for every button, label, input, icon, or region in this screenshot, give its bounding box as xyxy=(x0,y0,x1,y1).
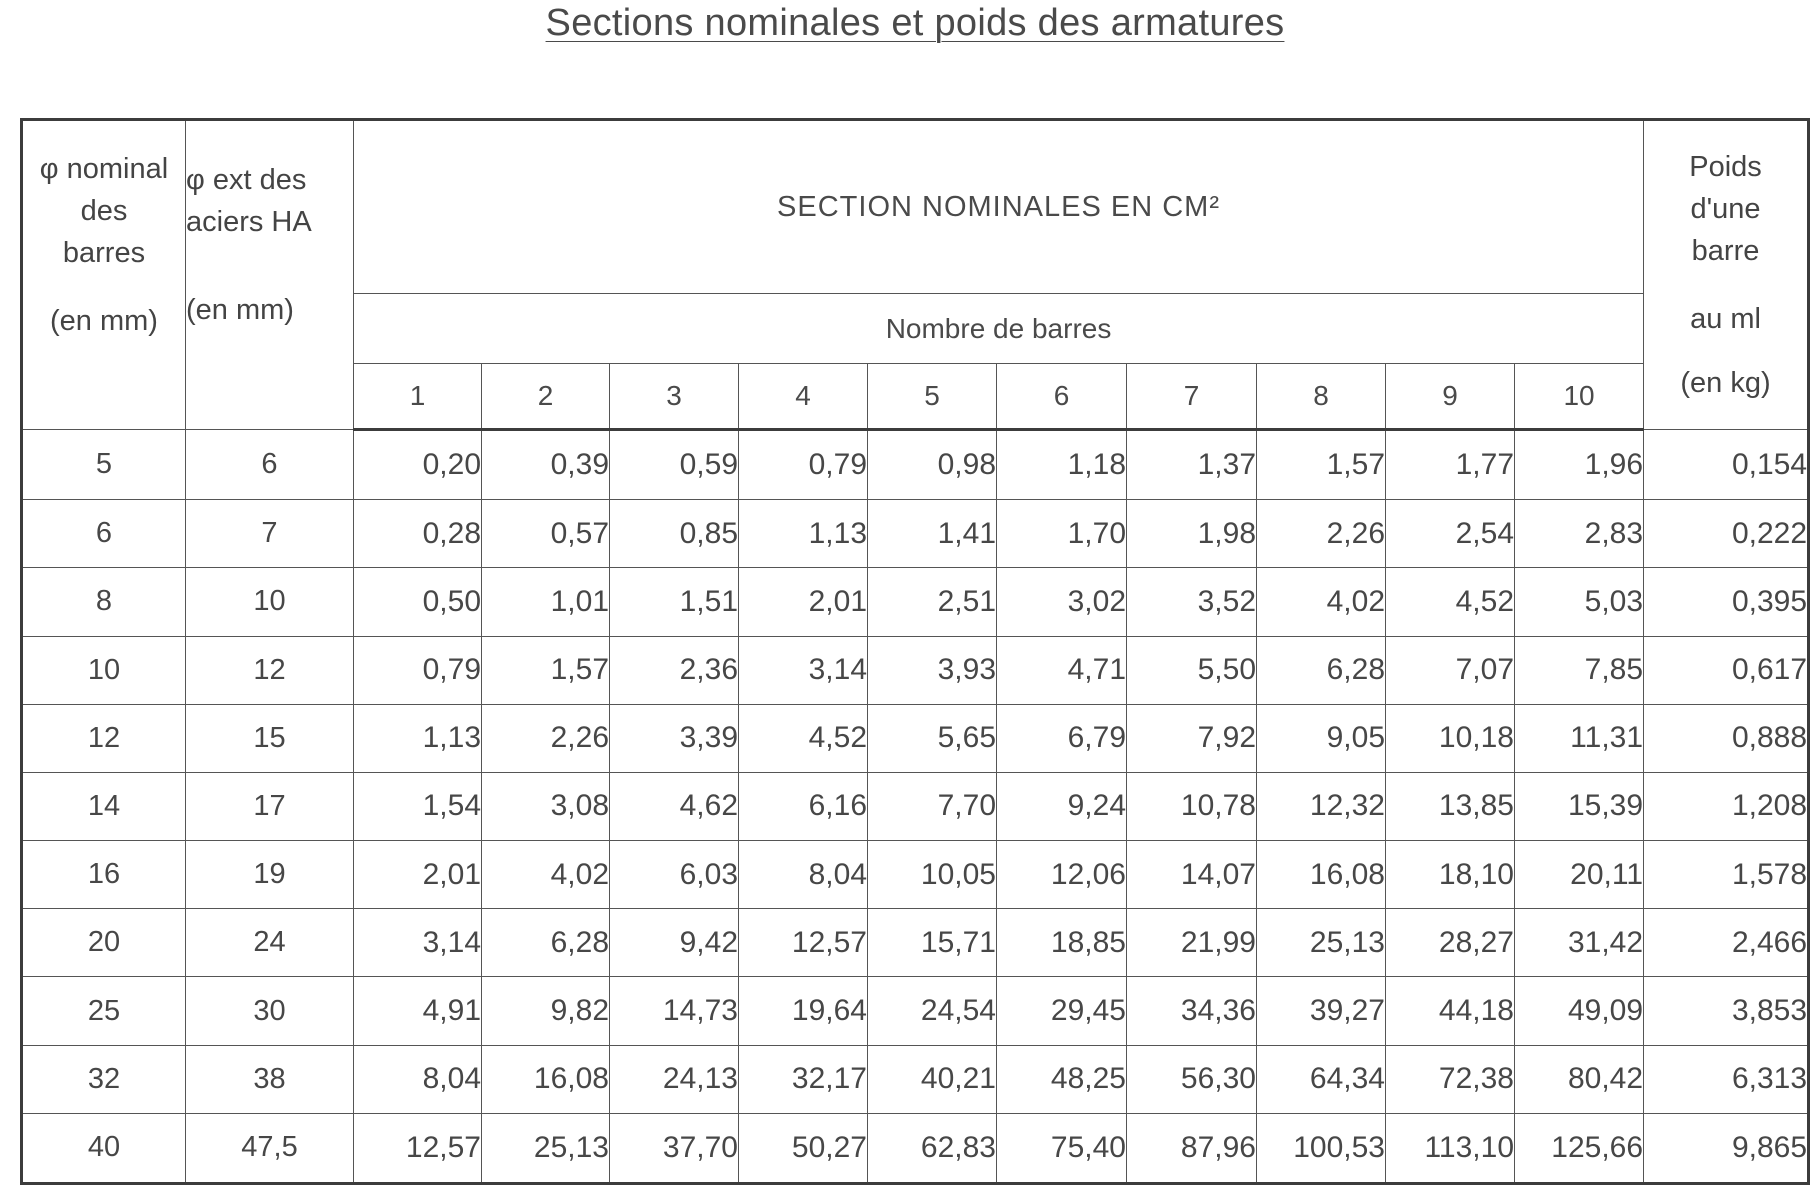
cell-section: 10,05 xyxy=(868,841,997,909)
cell-section: 1,18 xyxy=(997,430,1127,500)
cell-section: 4,91 xyxy=(354,977,482,1045)
cell-section: 9,82 xyxy=(482,977,610,1045)
cell-section: 7,70 xyxy=(868,772,997,840)
cell-nominal: 25 xyxy=(22,977,186,1045)
cell-section: 1,41 xyxy=(868,500,997,568)
header-count-1: 1 xyxy=(354,364,482,430)
cell-section: 4,52 xyxy=(739,704,868,772)
cell-weight: 0,617 xyxy=(1644,636,1809,704)
cell-ext: 10 xyxy=(186,568,354,636)
cell-section: 2,01 xyxy=(739,568,868,636)
table-row xyxy=(22,704,1809,772)
cell-section: 4,02 xyxy=(1257,568,1386,636)
cell-section: 6,03 xyxy=(610,841,739,909)
cell-section: 6,28 xyxy=(482,909,610,977)
cell-section: 2,01 xyxy=(354,841,482,909)
cell-section: 1,98 xyxy=(1127,500,1257,568)
cell-section: 1,51 xyxy=(610,568,739,636)
cell-section: 15,39 xyxy=(1515,772,1644,840)
cell-section: 64,34 xyxy=(1257,1045,1386,1113)
cell-section: 113,10 xyxy=(1386,1113,1515,1183)
header-bar-count-group: Nombre de barres xyxy=(354,294,1644,364)
rebar-section-table xyxy=(20,118,1810,1185)
cell-section: 0,79 xyxy=(739,430,868,500)
cell-section: 20,11 xyxy=(1515,841,1644,909)
cell-section: 3,14 xyxy=(739,636,868,704)
cell-section: 25,13 xyxy=(482,1113,610,1183)
cell-section: 0,98 xyxy=(868,430,997,500)
cell-weight: 0,888 xyxy=(1644,704,1809,772)
header-weight-line-1: Poids xyxy=(1689,150,1762,183)
header-count-6: 6 xyxy=(997,364,1127,430)
cell-section: 7,85 xyxy=(1515,636,1644,704)
cell-ext: 24 xyxy=(186,909,354,977)
cell-section: 2,51 xyxy=(868,568,997,636)
cell-section: 2,26 xyxy=(1257,500,1386,568)
cell-section: 3,02 xyxy=(997,568,1127,636)
cell-section: 0,39 xyxy=(482,430,610,500)
cell-section: 1,01 xyxy=(482,568,610,636)
cell-nominal: 20 xyxy=(22,909,186,977)
header-count-9: 9 xyxy=(1386,364,1515,430)
cell-section: 11,31 xyxy=(1515,704,1644,772)
header-nominal-line-4: (en mm) xyxy=(50,305,158,338)
cell-nominal: 10 xyxy=(22,636,186,704)
cell-weight: 6,313 xyxy=(1644,1045,1809,1113)
cell-section: 3,14 xyxy=(354,909,482,977)
cell-section: 8,04 xyxy=(739,841,868,909)
cell-section: 16,08 xyxy=(482,1045,610,1113)
cell-section: 24,13 xyxy=(610,1045,739,1113)
cell-section: 1,13 xyxy=(739,500,868,568)
cell-nominal: 8 xyxy=(22,568,186,636)
page-title: Sections nominales et poids des armatures xyxy=(545,2,1285,44)
cell-section: 37,70 xyxy=(610,1113,739,1183)
cell-section: 75,40 xyxy=(997,1113,1127,1183)
cell-section: 14,73 xyxy=(610,977,739,1045)
cell-nominal: 16 xyxy=(22,841,186,909)
cell-section: 6,28 xyxy=(1257,636,1386,704)
cell-section: 125,66 xyxy=(1515,1113,1644,1183)
cell-section: 72,38 xyxy=(1386,1045,1515,1113)
cell-section: 1,96 xyxy=(1515,430,1644,500)
cell-section: 8,04 xyxy=(354,1045,482,1113)
cell-section: 49,09 xyxy=(1515,977,1644,1045)
cell-section: 10,18 xyxy=(1386,704,1515,772)
cell-section: 100,53 xyxy=(1257,1113,1386,1183)
cell-section: 21,99 xyxy=(1127,909,1257,977)
table-row xyxy=(22,1045,1809,1113)
table-row xyxy=(22,1113,1809,1183)
cell-section: 7,07 xyxy=(1386,636,1515,704)
header-external-diameter xyxy=(186,120,354,430)
cell-nominal: 40 xyxy=(22,1113,186,1183)
header-weight-line-3: barre xyxy=(1691,234,1760,267)
header-ext-line-2: aciers HA xyxy=(186,205,312,238)
cell-weight: 2,466 xyxy=(1644,909,1809,977)
table-row xyxy=(22,909,1809,977)
cell-section: 6,16 xyxy=(739,772,868,840)
cell-ext: 15 xyxy=(186,704,354,772)
cell-section: 48,25 xyxy=(997,1045,1127,1113)
cell-section: 12,57 xyxy=(354,1113,482,1183)
cell-section: 0,28 xyxy=(354,500,482,568)
cell-section: 1,70 xyxy=(997,500,1127,568)
cell-ext: 7 xyxy=(186,500,354,568)
cell-nominal: 5 xyxy=(22,430,186,500)
cell-section: 2,36 xyxy=(610,636,739,704)
table-row xyxy=(22,568,1809,636)
cell-ext: 47,5 xyxy=(186,1113,354,1183)
cell-section: 15,71 xyxy=(868,909,997,977)
cell-section: 39,27 xyxy=(1257,977,1386,1045)
cell-weight: 9,865 xyxy=(1644,1113,1809,1183)
cell-section: 4,71 xyxy=(997,636,1127,704)
header-count-3: 3 xyxy=(610,364,739,430)
cell-section: 5,50 xyxy=(1127,636,1257,704)
header-weight-line-2: d'une xyxy=(1690,192,1761,225)
cell-section: 4,02 xyxy=(482,841,610,909)
cell-section: 3,93 xyxy=(868,636,997,704)
cell-section: 19,64 xyxy=(739,977,868,1045)
cell-weight: 0,222 xyxy=(1644,500,1809,568)
header-ext-line-3: (en mm) xyxy=(186,294,294,327)
cell-section: 1,37 xyxy=(1127,430,1257,500)
cell-section: 4,62 xyxy=(610,772,739,840)
cell-section: 24,54 xyxy=(868,977,997,1045)
cell-section: 7,92 xyxy=(1127,704,1257,772)
table-row xyxy=(22,430,1809,500)
cell-section: 0,85 xyxy=(610,500,739,568)
cell-section: 12,06 xyxy=(997,841,1127,909)
cell-section: 5,03 xyxy=(1515,568,1644,636)
cell-section: 0,57 xyxy=(482,500,610,568)
cell-section: 0,79 xyxy=(354,636,482,704)
cell-section: 18,85 xyxy=(997,909,1127,977)
header-count-8: 8 xyxy=(1257,364,1386,430)
header-count-10: 10 xyxy=(1515,364,1644,430)
header-count-2: 2 xyxy=(482,364,610,430)
cell-section: 3,39 xyxy=(610,704,739,772)
cell-section: 16,08 xyxy=(1257,841,1386,909)
cell-section: 25,13 xyxy=(1257,909,1386,977)
cell-section: 9,24 xyxy=(997,772,1127,840)
header-count-4: 4 xyxy=(739,364,868,430)
header-nominal-diameter xyxy=(22,120,186,430)
cell-nominal: 12 xyxy=(22,704,186,772)
header-weight xyxy=(1644,120,1809,430)
cell-weight: 3,853 xyxy=(1644,977,1809,1045)
cell-weight: 0,395 xyxy=(1644,568,1809,636)
cell-section: 12,57 xyxy=(739,909,868,977)
cell-section: 31,42 xyxy=(1515,909,1644,977)
cell-section: 44,18 xyxy=(1386,977,1515,1045)
cell-section: 0,59 xyxy=(610,430,739,500)
cell-ext: 19 xyxy=(186,841,354,909)
header-ext-line-1: φ ext des xyxy=(186,163,307,196)
cell-ext: 12 xyxy=(186,636,354,704)
cell-section: 1,57 xyxy=(482,636,610,704)
cell-section: 1,77 xyxy=(1386,430,1515,500)
cell-section: 4,52 xyxy=(1386,568,1515,636)
cell-section: 3,08 xyxy=(482,772,610,840)
cell-weight: 1,208 xyxy=(1644,772,1809,840)
cell-section: 9,05 xyxy=(1257,704,1386,772)
table-row xyxy=(22,772,1809,840)
cell-weight: 0,154 xyxy=(1644,430,1809,500)
cell-section: 13,85 xyxy=(1386,772,1515,840)
cell-section: 6,79 xyxy=(997,704,1127,772)
cell-section: 32,17 xyxy=(739,1045,868,1113)
header-weight-line-5: (en kg) xyxy=(1680,367,1771,400)
cell-ext: 30 xyxy=(186,977,354,1045)
cell-ext: 38 xyxy=(186,1045,354,1113)
cell-nominal: 32 xyxy=(22,1045,186,1113)
header-weight-line-4: au ml xyxy=(1690,303,1761,336)
cell-nominal: 6 xyxy=(22,500,186,568)
cell-section: 2,26 xyxy=(482,704,610,772)
header-count-7: 7 xyxy=(1127,364,1257,430)
cell-section: 40,21 xyxy=(868,1045,997,1113)
cell-section: 50,27 xyxy=(739,1113,868,1183)
cell-section: 0,50 xyxy=(354,568,482,636)
cell-section: 3,52 xyxy=(1127,568,1257,636)
cell-section: 12,32 xyxy=(1257,772,1386,840)
table-row xyxy=(22,977,1809,1045)
table-row xyxy=(22,500,1809,568)
cell-section: 56,30 xyxy=(1127,1045,1257,1113)
header-nominal-line-3: barres xyxy=(62,237,146,269)
cell-nominal: 14 xyxy=(22,772,186,840)
cell-section: 18,10 xyxy=(1386,841,1515,909)
cell-weight: 1,578 xyxy=(1644,841,1809,909)
cell-ext: 6 xyxy=(186,430,354,500)
cell-section: 29,45 xyxy=(997,977,1127,1045)
header-section-group: SECTION NOMINALES EN CM² xyxy=(354,120,1644,294)
cell-section: 14,07 xyxy=(1127,841,1257,909)
cell-section: 80,42 xyxy=(1515,1045,1644,1113)
cell-section: 62,83 xyxy=(868,1113,997,1183)
cell-section: 28,27 xyxy=(1386,909,1515,977)
header-nominal-line-2: des xyxy=(80,194,128,227)
cell-section: 9,42 xyxy=(610,909,739,977)
header-count-5: 5 xyxy=(868,364,997,430)
cell-section: 1,54 xyxy=(354,772,482,840)
cell-section: 5,65 xyxy=(868,704,997,772)
cell-section: 2,54 xyxy=(1386,500,1515,568)
cell-section: 2,83 xyxy=(1515,500,1644,568)
cell-section: 87,96 xyxy=(1127,1113,1257,1183)
cell-section: 1,57 xyxy=(1257,430,1386,500)
cell-section: 0,20 xyxy=(354,430,482,500)
cell-section: 1,13 xyxy=(354,704,482,772)
cell-section: 34,36 xyxy=(1127,977,1257,1045)
header-nominal-line-1: φ nominal xyxy=(39,152,169,185)
cell-section: 10,78 xyxy=(1127,772,1257,840)
cell-ext: 17 xyxy=(186,772,354,840)
table-row xyxy=(22,636,1809,704)
table-row xyxy=(22,841,1809,909)
